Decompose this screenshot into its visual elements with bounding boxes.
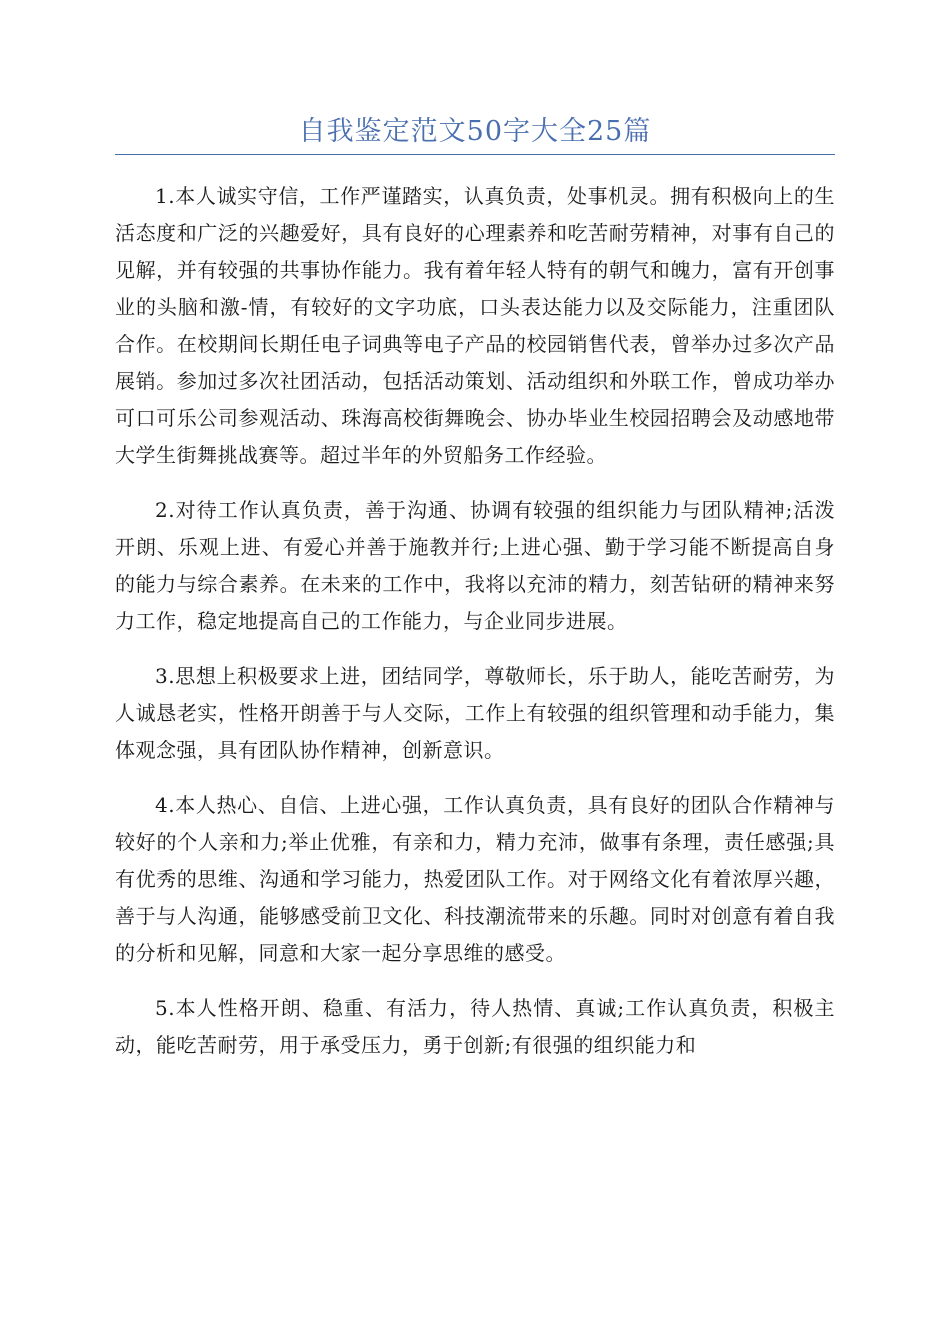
paragraph-3: 3.思想上积极要求上进，团结同学，尊敬师长，乐于助人，能吃苦耐劳，为人诚恳老实，性格开朗善于与人交际，工作上有较强的组织管理和动手能力，集体观念强，具有团队协作精神，创新意识。 [115,664,835,762]
title-underline [115,154,835,155]
document-body [115,178,835,1082]
paragraph-5: 5.本人性格开朗、稳重、有活力，待人热情、真诚;工作认真负责，积极主动，能吃苦耐劳，用于承受压力，勇于创新;有很强的组织能力和 [115,996,835,1057]
paragraph-4: 4.本人热心、自信、上进心强，工作认真负责，具有良好的团队合作精神与较好的个人亲和力;举止优雅，有亲和力，精力充沛，做事有条理，责任感强;具有优秀的思维、沟通和学习能力，热爱团队工作。对于网络文化有着浓厚兴趣，善于与人沟通，能够感受前卫文化、科技潮流带来的乐趣。同时对创意有着自我的分析和见解，同意和大家一起分享思维的感受。 [115,793,835,965]
paragraph-2: 2.对待工作认真负责，善于沟通、协调有较强的组织能力与团队精神;活泼开朗、乐观上进、有爱心并善于施教并行;上进心强、勤于学习能不断提高自身的能力与综合素养。在未来的工作中，我将以充沛的精力，刻苦钻研的精神来努力工作，稳定地提高自己的工作能力，与企业同步进展。 [115,498,835,633]
document-title: 自我鉴定范文50字大全25篇 [298,116,652,147]
paragraph-1: 1.本人诚实守信，工作严谨踏实，认真负责，处事机灵。拥有积极向上的生活态度和广泛的兴趣爱好，具有良好的心理素养和吃苦耐劳精神，对事有自己的见解，并有较强的共事协作能力。我有着年轻人特有的朝气和魄力，富有开创事业的头脑和激-情，有较好的文字功底，口头表达能力以及交际能力，注重团队合作。在校期间长期任电子词典等电子产品的校园销售代表，曾举办过多次产品展销。参加过多次社团活动，包括活动策划、活动组织和外联工作，曾成功举办可口可乐公司参观活动、珠海高校街舞晚会、协办毕业生校园招聘会及动感地带大学生街舞挑战赛等。超过半年的外贸船务工作经验。 [115,184,835,467]
